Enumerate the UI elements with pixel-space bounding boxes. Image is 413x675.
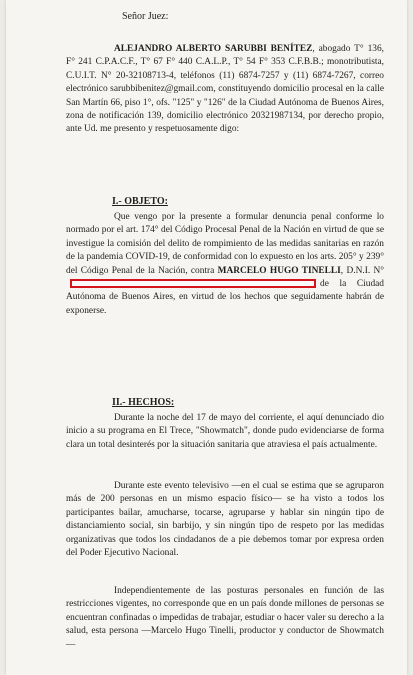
section-title-hechos: II.- HECHOS:	[112, 397, 175, 408]
intro-paragraph	[66, 43, 384, 137]
hechos-paragraph-2: Durante este evento televisivo —en el cual se estima que se agruparon más de 200 personas en un mismo espacio físico— se ha visto a todos los participantes bailar, amucharse, tocarse, agruparse y hablar sin ningún tipo de distanciamiento social, sin barbijo, y sin ningún tipo de respeto por las medidas organizativas que todos los cindadanos de a pie debemos tomar por expresa orden del Poder Ejecutivo Nacional.	[66, 481, 384, 559]
plaintiff-name: ALEJANDRO ALBERTO SARUBBI BENÍTEZ	[114, 44, 313, 54]
objeto-text-b: , D.N.I. N°	[340, 265, 385, 276]
salutation: Señor Juez:	[122, 11, 169, 22]
intro-text: , abogado T° 136, F° 241 C.P.A.C.F., T° 67 F° 440 C.A.L.P., T° 54 F° 353 C.F.B.B.; monotributista, C.U.I.T. N° 20-32108713-4, teléfonos (11) 6874-7257 y (11) 6874-7267, correo electrónico sarubbibenitez@gmail.com, constituyendo domicilio procesal en la calle San Martín 66, piso 1°, ofs. "125" y "126" de la Ciudad Autónoma de Buenos Aires, zona de notificación 139, domicilio electrónico 20321987134, por derecho propio, ante Ud. me presento y respetuosamente digo:	[66, 44, 384, 135]
hechos-paragraph-3: Independientemente de las posturas personales en función de las restricciones vigentes, no corresponde que en un país donde millones de personas se encuentran confinadas o impedidas de trabajar, estudiar o hacer valer su derecho a la salud, esta persona —Marcelo Hugo Tinelli, productor y conductor de Showmatch—	[66, 586, 384, 650]
objeto-text-a: Que vengo por la presente a formular denuncia penal conforme lo normado por el art. 174° del Código Procesal Penal de la Nación en virtud de que se investigue la comisión del delito de rompimiento de las medidas sanitarias en razón de la pandemia COVID-19, de conformidad con lo expuesto en los arts. 205° y 239° del Código Penal de la Nación, contra	[66, 212, 384, 276]
section-title-objeto: I.- OBJETO:	[112, 196, 168, 207]
objeto-paragraph	[66, 211, 384, 318]
document-page	[6, 0, 407, 675]
accused-name: MARCELO HUGO TINELLI	[217, 265, 341, 276]
redacted-dni-box	[70, 279, 316, 288]
hechos-paragraph-1: Durante la noche del 17 de mayo del corriente, el aquí denunciado dio inicio a su programa en El Trece, "Showmatch", donde pudo evidenciarse de forma clara un total desinterés por la situación sanitaria que atraviesa el país actualmente.	[66, 413, 384, 450]
objeto-text-c: de la Ciudad Autónoma de Buenos Aires, en virtud de los hechos que seguidamente habrán de exponerse.	[66, 279, 384, 316]
